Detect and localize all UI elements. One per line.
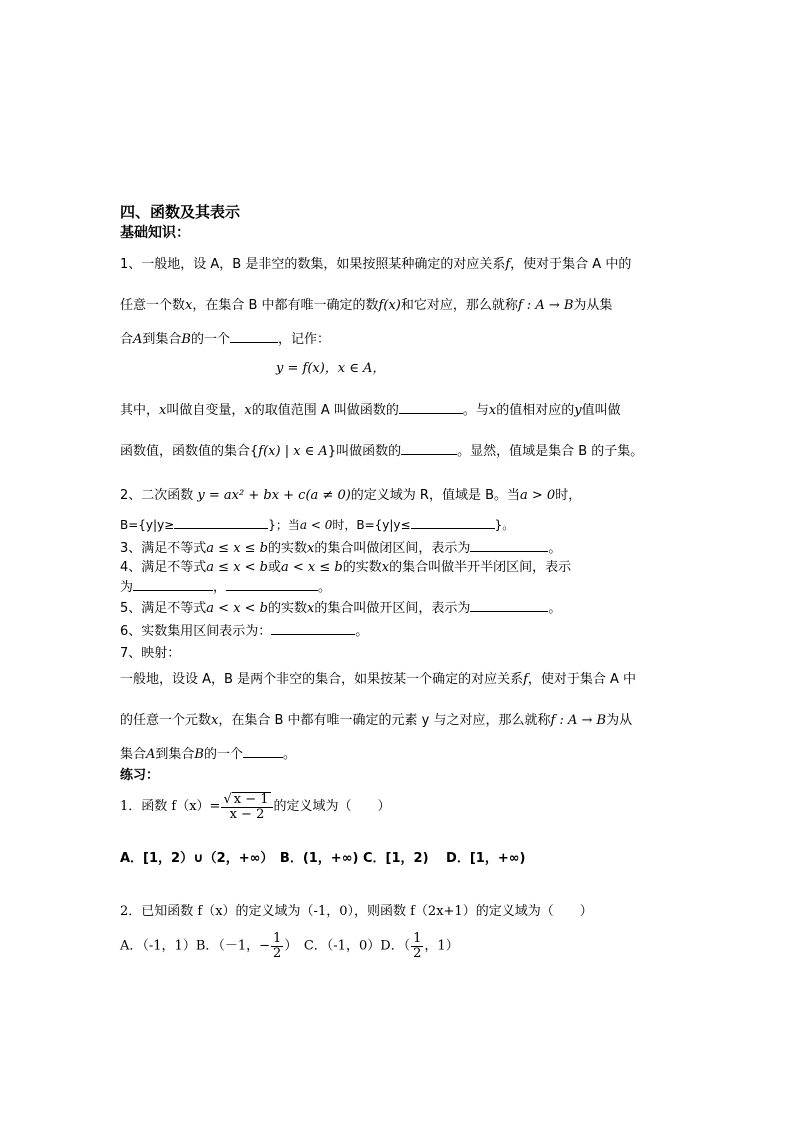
p5-line: 5、满足不等式a < x < b的实数x的集合叫做开区间，表示为 。 bbox=[120, 601, 562, 616]
p3-line: 3、满足不等式a ≤ x ≤ b的实数x的集合叫做闭区间，表示为 。 bbox=[120, 541, 562, 556]
p2-line1: 2、二次函数 y = ax² + bx + c(a ≠ 0)的定义域为 R，值域是 B。当a > 0时， bbox=[120, 488, 582, 503]
p8-line3: 集合A到集合B的一个 。 bbox=[120, 747, 297, 762]
p4-line1: 4、满足不等式a ≤ x < b或a < x ≤ b的实数x的集合叫做半开半闭区间，表示 bbox=[120, 560, 572, 575]
q1-fraction: $\frac{√ x - 1}{x - 2}$ bbox=[221, 792, 272, 821]
p7-line: 7、映射： bbox=[120, 646, 181, 661]
p1-line3: 合A到集合B的一个 ，记作： bbox=[120, 332, 331, 347]
section-title: 四、函数及其表示 bbox=[120, 203, 241, 221]
function-notation: y = f(x)，x ∈ A， bbox=[276, 361, 386, 376]
question-2-options: A．（-1，1）B．（－1，− $\frac{1}{2}$ ） C．（-1，0）D．（ $\frac{1}{2}$ ，1） bbox=[120, 931, 459, 961]
practice-heading: 练习： bbox=[120, 768, 160, 783]
p6-line: 6、实数集用区间表示为： 。 bbox=[120, 624, 369, 639]
p8-line2: 的任意一个元数x，在集合 B 中都有唯一确定的元素 y 与之对应，那么就称f : A → B为从 bbox=[120, 713, 633, 728]
question-2: 2．已知函数 f（x）的定义域为（-1，0），则函数 f（2x+1）的定义域为（ ） bbox=[120, 904, 593, 919]
question-1: 1．函数 f（x）= $\frac{√ x - 1}{x - 2}$ 的定义域为（ ） bbox=[120, 792, 391, 822]
p1-line1: 1、一般地，设 A，B 是非空的数集，如果按照某种确定的对应关系f，使对于集合 A 中的 bbox=[120, 257, 632, 272]
basic-knowledge-heading: 基础知识： bbox=[120, 225, 190, 241]
p1-line2: 任意一个数x，在集合 B 中都有唯一确定的数f(x)和它对应，那么就称f : A → B为从集 bbox=[120, 298, 613, 313]
p8-line1: 一般地，设设 A，B 是两个非空的集合，如果按某一个确定的对应关系f，使对于集合 A 中 bbox=[120, 672, 637, 687]
p1-line6: 函数值，函数值的集合{f(x) | x ∈ A}叫做函数的 。显然，值域是集合 B 的子集。 bbox=[120, 444, 644, 459]
p2-line2: B={y|y≥ }；当a < 0时，B={y|y≤ }。 bbox=[120, 518, 515, 532]
p4-line2: 为 ， 。 bbox=[120, 580, 332, 595]
question-1-options: A．[1，2）∪（2，+∞） B．(1，+∞) C．[1，2) D．[1，+∞) bbox=[120, 851, 526, 866]
p1-line5: 其中，x叫做自变量，x的取值范围 A 叫做函数的 。与x的值相对应的y值叫做 bbox=[120, 403, 621, 418]
